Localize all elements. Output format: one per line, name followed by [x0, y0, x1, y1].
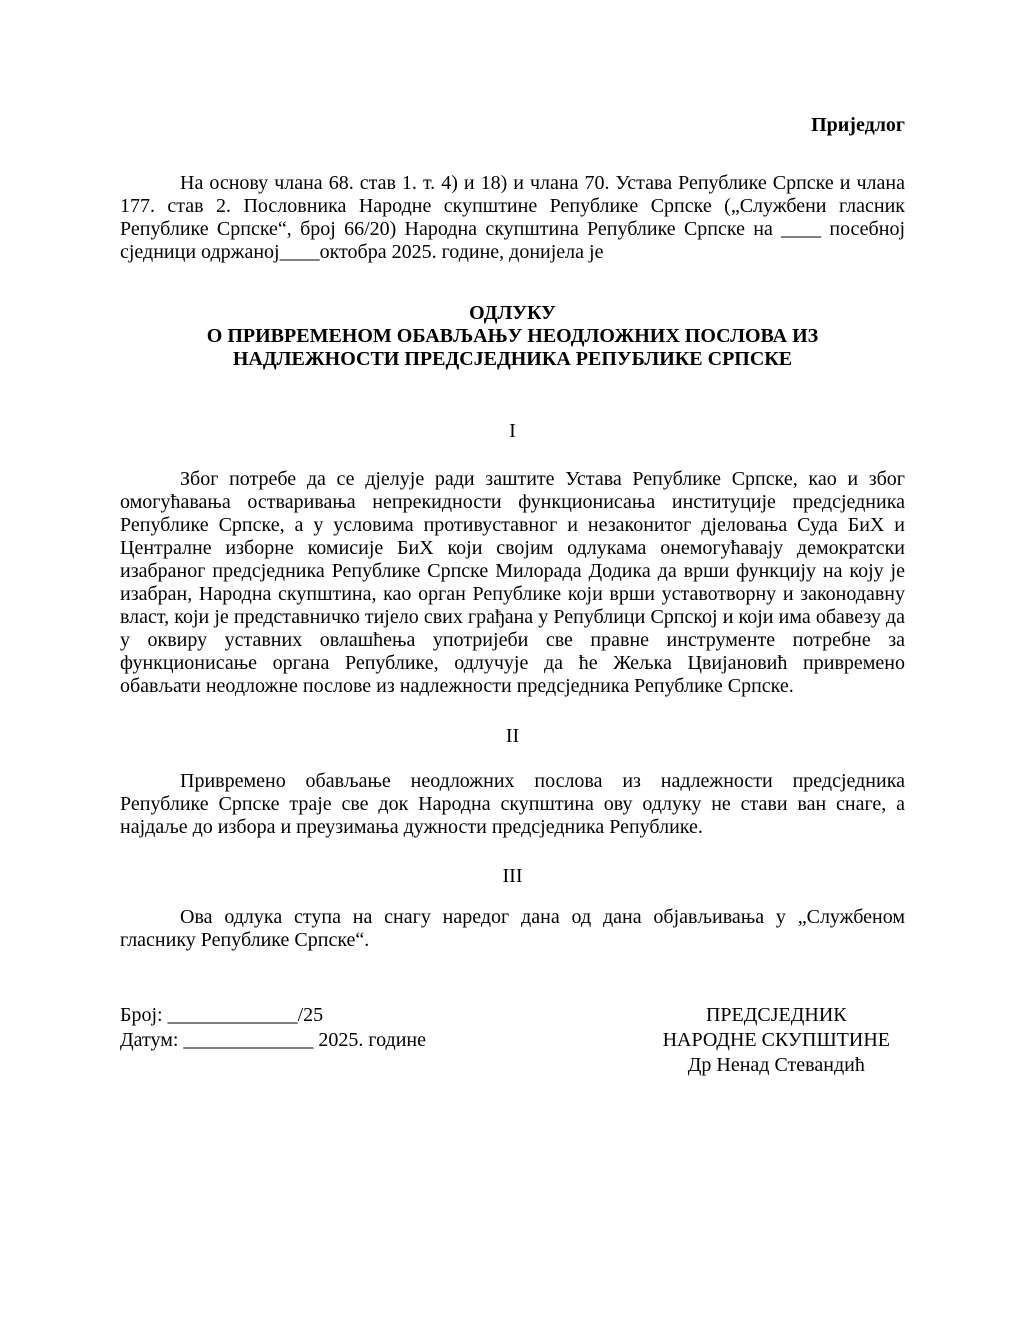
- signature-title-line2: НАРОДНЕ СКУПШТИНЕ: [662, 1029, 890, 1051]
- section-3-paragraph: Ова одлука ступа на снагу наредог дана од дана објављивања у „Службеном гласнику Републике Српске“.: [120, 906, 905, 951]
- section-numeral-3: III: [502, 865, 523, 887]
- document-number-line: Број: _____________/25: [120, 1004, 324, 1026]
- decision-title-line2: О ПРИВРЕМЕНОМ ОБАВЉАЊУ НЕОДЛОЖНИХ ПОСЛОВА ИЗ: [206, 325, 819, 347]
- document-date-line: Датум: _____________ 2025. године: [120, 1029, 427, 1051]
- intro-paragraph: На основу члана 68. став 1. т. 4) и 18) и члана 70. Устава Републике Српске и члана 177. став 2. Пословника Народне скупштине Републике Српске („Службени гласник Републике Српске“, број 66/20) Народна скупштина Републике Српске на ____ посебној сједници одржаној____октобра 2025. године, донијела је: [120, 172, 905, 263]
- section-1-paragraph: Због потребе да се дјелује ради заштите Устава Републике Српске, као и због омогућавања остваривања непрекидности функционисања институције предсједника Републике Српске, а у условима противуставног и незаконитог дјеловања Суда БиХ и Централне изборне комисије БиХ који својим одлукама онемогућавају демократски изабраног предсједника Републике Српске Милорада Додика да врши функцију на коју је изабран, Народна скупштина, као орган Републике који врши уставотворну и законодавну власт, који је представничко тијело свих грађана у Републици Српској и који има обавезу да у оквиру уставних овлашћења употријеби све правне инструменте потребне за функционисање органа Републике, одлучује да ће Жељка Цвијановић привремено обављати неодложне послове из надлежности предсједника Републике Српске.: [120, 468, 905, 697]
- section-numeral-2: II: [505, 725, 520, 747]
- decision-title-line3: НАДЛЕЖНОСТИ ПРЕДСЈЕДНИКА РЕПУБЛИКЕ СРПСКЕ: [232, 348, 793, 370]
- decision-title: [120, 302, 905, 371]
- section-2-paragraph: Привремено обављање неодложних послова из надлежности предсједника Републике Српске траје све док Народна скупштина ову одлуку не стави ван снаге, а најдаље до избора и преузимања дужности предсједника Републике.: [120, 770, 905, 838]
- footer-number-date-block: [120, 1003, 426, 1053]
- signature-title-line1: ПРЕДСЈЕДНИК: [705, 1004, 847, 1026]
- signature-block: [663, 1003, 890, 1078]
- document-footer: [120, 1003, 905, 1078]
- signature-name: Др Ненад Стевандић: [687, 1054, 865, 1076]
- decision-title-line1: ОДЛУКУ: [469, 302, 556, 324]
- proposal-label: Приједлог: [811, 114, 905, 136]
- section-numeral-1: I: [509, 420, 516, 442]
